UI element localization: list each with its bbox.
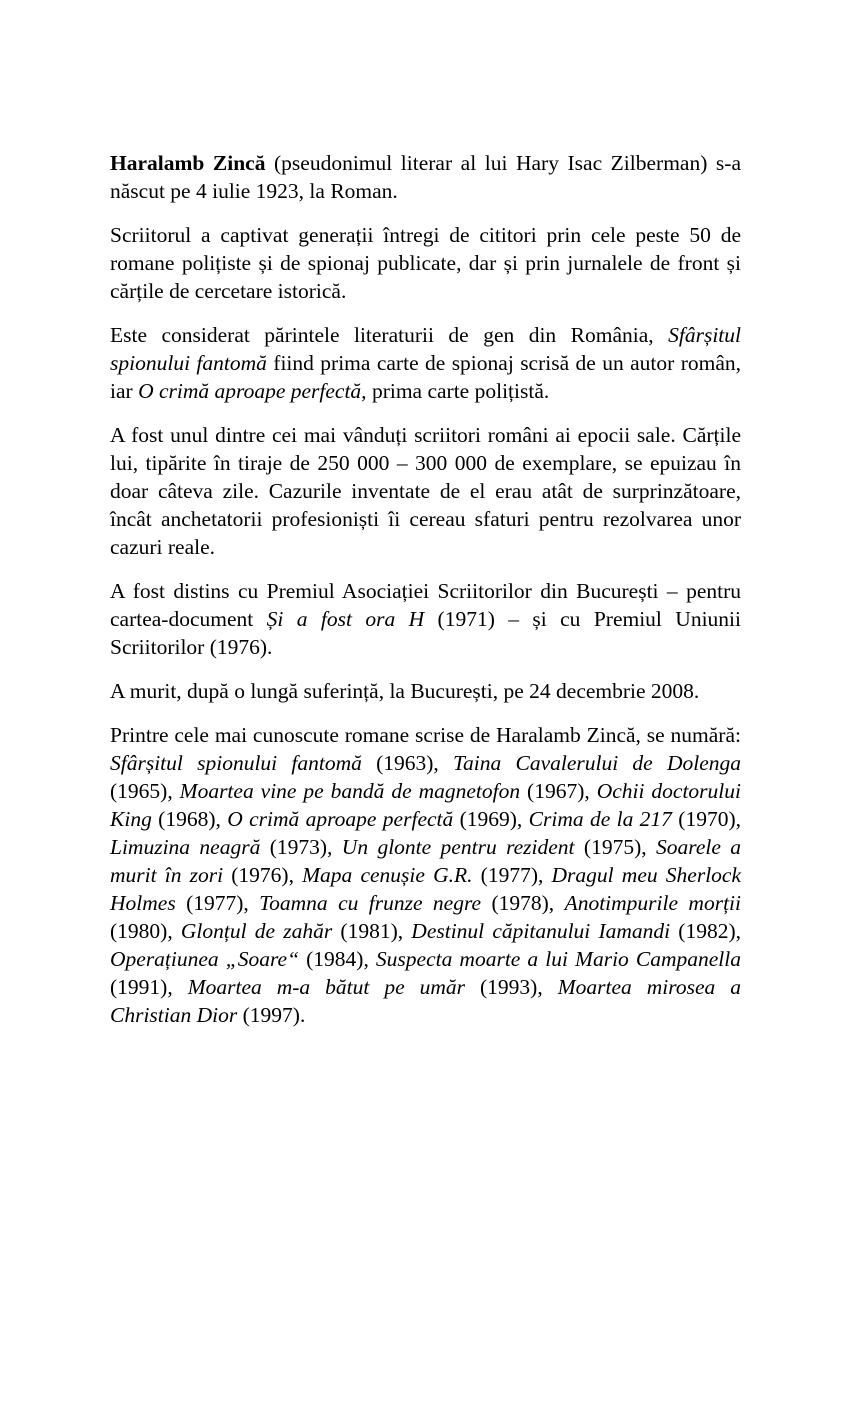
book-title: Operațiunea „Soare“: [110, 947, 300, 971]
text-run: prima carte polițistă.: [366, 379, 550, 403]
book-title: Mapa cenușie G.R.: [302, 863, 473, 887]
book-title: Sfârșitul spionului fantomă: [110, 323, 741, 375]
book-year: (1963),: [361, 751, 454, 775]
text-run: A murit, după o lungă suferință, la București, pe 24 decembrie 2008.: [110, 679, 700, 703]
book-title: Moartea vine pe bandă de magnetofon: [179, 779, 521, 803]
text-run: (pseudonimul literar al lui Hary Isac Zilberman) s-a născut pe 4 iulie 1923, la Roman.: [110, 151, 741, 203]
sales-paragraph: [110, 421, 741, 561]
book-title: O crimă aproape perfectă: [227, 807, 454, 831]
book-year: (1973),: [260, 835, 342, 859]
book-year: (1976),: [223, 863, 303, 887]
book-year: (1978),: [481, 891, 565, 915]
book-year: (1997).: [237, 1003, 306, 1027]
book-title: Ochii doctorului King: [110, 779, 741, 831]
book-year: (1965),: [110, 779, 180, 803]
text-run: fiind prima carte de spionaj scrisă de un autor român, iar: [110, 351, 741, 403]
bibliography-intro: Printre cele mai cunoscute romane scrise de Haralamb Zincă, se numără:: [110, 723, 741, 747]
book-title: Un glonte pentru rezident: [341, 835, 575, 859]
career-paragraph: [110, 221, 741, 305]
awards-paragraph: [110, 577, 741, 661]
book-title: Moartea m-a bătut pe umăr: [187, 975, 466, 999]
book-year: (1977),: [175, 891, 260, 915]
book-title: O crimă aproape perfectă,: [138, 379, 367, 403]
book-title: Soarele a murit în zori: [110, 835, 742, 887]
book-title: Crima de la 217: [528, 807, 672, 831]
book-year: (1984),: [299, 947, 376, 971]
book-year: (1981),: [332, 919, 412, 943]
intro-paragraph: [110, 149, 741, 205]
death-paragraph: [110, 677, 741, 705]
author-name: Haralamb Zincă: [110, 151, 266, 175]
biography-article: [110, 149, 741, 1029]
book-title: Limuzina neagră: [110, 835, 261, 859]
book-title: Dragul meu Sherlock Holmes: [110, 863, 742, 915]
book-title: Taina Cavalerului de Dolenga: [453, 751, 741, 775]
book-year: (1993),: [465, 975, 558, 999]
book-year: (1980),: [110, 919, 181, 943]
book-year: (1968),: [151, 807, 228, 831]
text-run: (1971) – și cu Premiul Uniunii Scriitorilor (1976).: [110, 607, 741, 659]
book-title: Sfârșitul spionului fantomă: [110, 751, 362, 775]
book-title: Anotimpurile morții: [564, 891, 741, 915]
text-run: A fost distins cu Premiul Asociației Scriitorilor din București – pentru cartea-document: [110, 579, 741, 631]
book-year: (1991),: [110, 975, 188, 999]
book-title: Toamna cu frunze negre: [259, 891, 482, 915]
book-year: (1977),: [472, 863, 552, 887]
book-title: Și a fost ora H: [266, 607, 425, 631]
book-title: Suspecta moarte a lui Mario Campanella: [375, 947, 741, 971]
book-title: Moartea mirosea a Christian Dior: [110, 975, 741, 1027]
text-run: Este considerat părintele literaturii de gen din România,: [110, 323, 669, 347]
bibliography-paragraph: [110, 721, 741, 1029]
book-title: Glonțul de zahăr: [180, 919, 333, 943]
text-run: Scriitorul a captivat generații întregi de cititori prin cele peste 50 de romane polițiste și de spionaj publicate, dar și prin jurnalele de front și cărțile de cercetare istorică.: [110, 223, 741, 303]
genre-father-paragraph: [110, 321, 741, 405]
book-year: (1967),: [520, 779, 597, 803]
text-run: A fost unul dintre cei mai vânduți scriitori români ai epocii sale. Cărțile lui, tipărite în tiraje de 250 000 – 300 000 de exemplare, se epuizau în doar câteva zile. Cazurile inventate de el erau atât de surprinzătoare, încât anchetatorii profesioniști îi cereau sfaturi pentru rezolvarea unor cazuri reale.: [110, 423, 741, 559]
book-year: (1969),: [453, 807, 529, 831]
book-year: (1970),: [671, 807, 741, 831]
book-year: (1982),: [670, 919, 742, 943]
book-year: (1975),: [574, 835, 656, 859]
book-title: Destinul căpitanului Iamandi: [411, 919, 671, 943]
